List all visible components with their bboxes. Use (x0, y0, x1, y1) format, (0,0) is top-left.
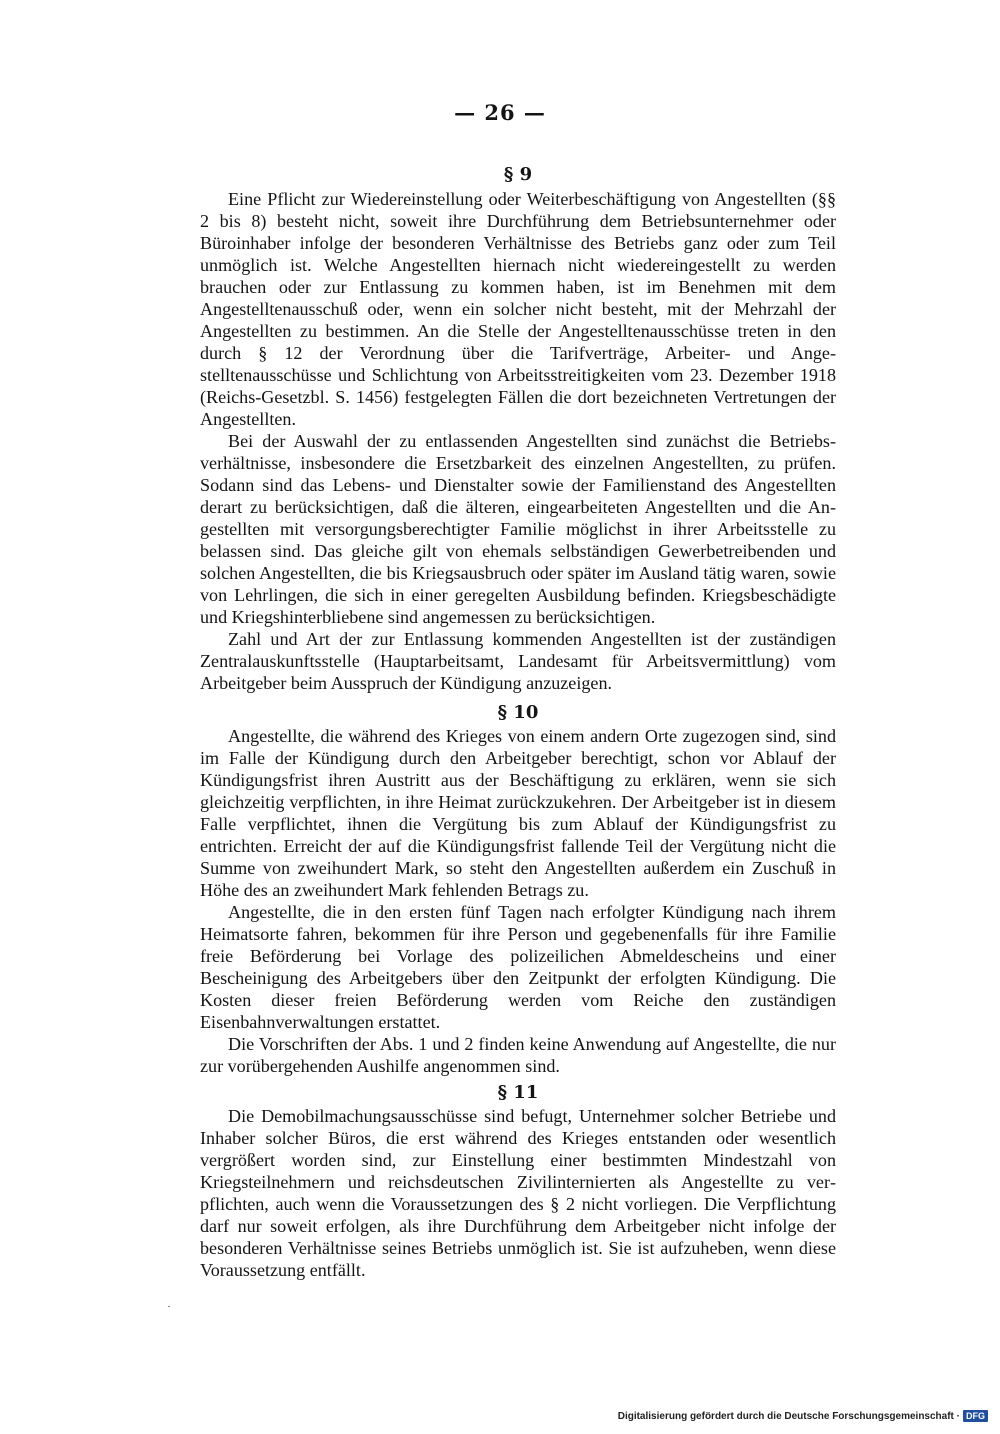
section-heading: § 11 (497, 1082, 539, 1103)
page-number: — 26 — (454, 100, 546, 125)
section-11 (200, 1082, 836, 1281)
scan-speck (168, 1306, 170, 1307)
paragraph: Angestellte, die während des Krieges von einem andern Orte zugezogen sind, sind im Falle der Kündigung durch den Arbeitgeber berechtigt, schon vor Ablauf der Kündigungsfrist ihren Austritt aus der Beschäftigung zu erklären, wenn sie sich gleichzeitig verpflichten, in ihre Heimat zurückzukehren. Der Arbeitgeber ist in diesem Falle verpflichtet, ihnen die Vergütung bis zum Ablauf der Kündigungsfrist zu entrichten. Erreicht der auf die Kündigungsfrist fallende Teil der Vergütung nicht die Summe von zweihundert Mark, so steht den Angestellten außerdem ein Zuschuß in Höhe des an zweihundert Mark fehlenden Betrags zu. (200, 726, 836, 900)
section-9 (200, 164, 836, 694)
credit-text: Digitalisierung gefördert durch die Deutsche Forschungsgemeinschaft · (617, 1410, 960, 1422)
digitization-credit (618, 1410, 988, 1422)
paragraph: Die Vorschriften der Abs. 1 und 2 finden keine Anwendung auf Angestellte, die nur zur vorübergehenden Aushilfe angenommen sind. (200, 1034, 836, 1076)
section-heading: § 9 (503, 164, 533, 185)
paragraph: Zahl und Art der zur Entlassung kommenden Angestellten ist der zuständigen Zentralauskunftsstelle (Hauptarbeitsamt, Landesamt für Arbeitsvermittlung) vom Arbeitgeber beim Ausspruch der Kündigung anzuzeigen. (200, 629, 836, 693)
paragraph: Angestellte, die in den ersten fünf Tagen nach erfolgter Kündigung nach ihrem Heimatsorte fahren, bekommen für ihre Person und gegebenenfalls für ihre Familie freie Beförderung bei Vorlage des polizeilichen Abmeldescheins und einer Bescheinigung des Arbeitgebers über den Zeitpunkt der erfolgten Kündigung. Die Kosten dieser freien Beförderung werden vom Reiche den zuständigen Eisenbahnverwaltungen erstattet. (200, 902, 836, 1032)
section-heading: § 10 (497, 702, 539, 723)
dfg-logo-icon: DFG (963, 1410, 988, 1422)
paragraph: Eine Pflicht zur Wiedereinstellung oder Weiterbeschäftigung von Angestellten (§§ 2 bis 8) besteht nicht, soweit ihre Durchführung dem Betriebsunternehmer oder Büroinhaber infolge der besonderen Verhältnisse des Betriebs ganz oder zum Teil unmöglich ist. Welche Angestellten hiernach nicht wiedereingestellt zu werden brauchen oder zur Entlassung zu kommen haben, ist im Benehmen mit dem Angestelltenausschuß oder, wenn ein solcher nicht besteht, mit der Mehrzahl der Angestellten zu bestimmen. An die Stelle der Angestelltenausschüsse treten in den durch § 12 der Verordnung über die Tarifverträge, Arbeiter- und Angestelltenausschüsse und Schlichtung von Arbeitsstreitigkeiten vom 23. Dezember 1918 (Reichs-Gesetzbl. S. 1456) festgelegten Fällen die dort bezeichneten Vertretungen der Angestellten. (200, 189, 836, 429)
paragraph: Die Demobilmachungsausschüsse sind befugt, Unternehmer solcher Betriebe und Inhaber solcher Büros, die erst während des Krieges entstanden oder wesentlich vergrößert worden sind, zur Einstellung einer bestimmten Mindestzahl von Kriegsteilnehmern und reichsdeutschen Zivilinternierten als Angestellte zu verpflichten, auch wenn die Voraussetzungen des § 2 nicht vorliegen. Die Verpflichtung darf nur soweit erfolgen, als ihre Durchführung dem Arbeitgeber nicht infolge der besonderen Verhältnisse seines Betriebs unmöglich ist. Sie ist aufzuheben, wenn diese Voraussetzung entfällt. (200, 1106, 836, 1280)
paragraph: Bei der Auswahl der zu entlassenden Angestellten sind zunächst die Betriebsverhältnisse, insbesondere die Ersetzbarkeit des einzelnen Angestellten, zu prüfen. Sodann sind das Lebens- und Dienstalter sowie der Familienstand des Angestellten derart zu berücksichtigen, daß die älteren, eingearbeiteten Angestellten und die Angestellten mit versorgungsberechtigter Familie möglichst in ihrer Arbeitsstelle zu belassen sind. Das gleiche gilt von ehemals selbständigen Gewerbetreibenden und solchen Angestellten, die bis Kriegsausbruch oder später im Ausland tätig waren, sowie von Lehrlingen, die sich in einer geregelten Ausbildung befinden. Kriegsbeschädigte und Kriegshinterbliebene sind angemessen zu berücksichtigen. (200, 431, 836, 627)
section-10 (200, 702, 836, 1077)
